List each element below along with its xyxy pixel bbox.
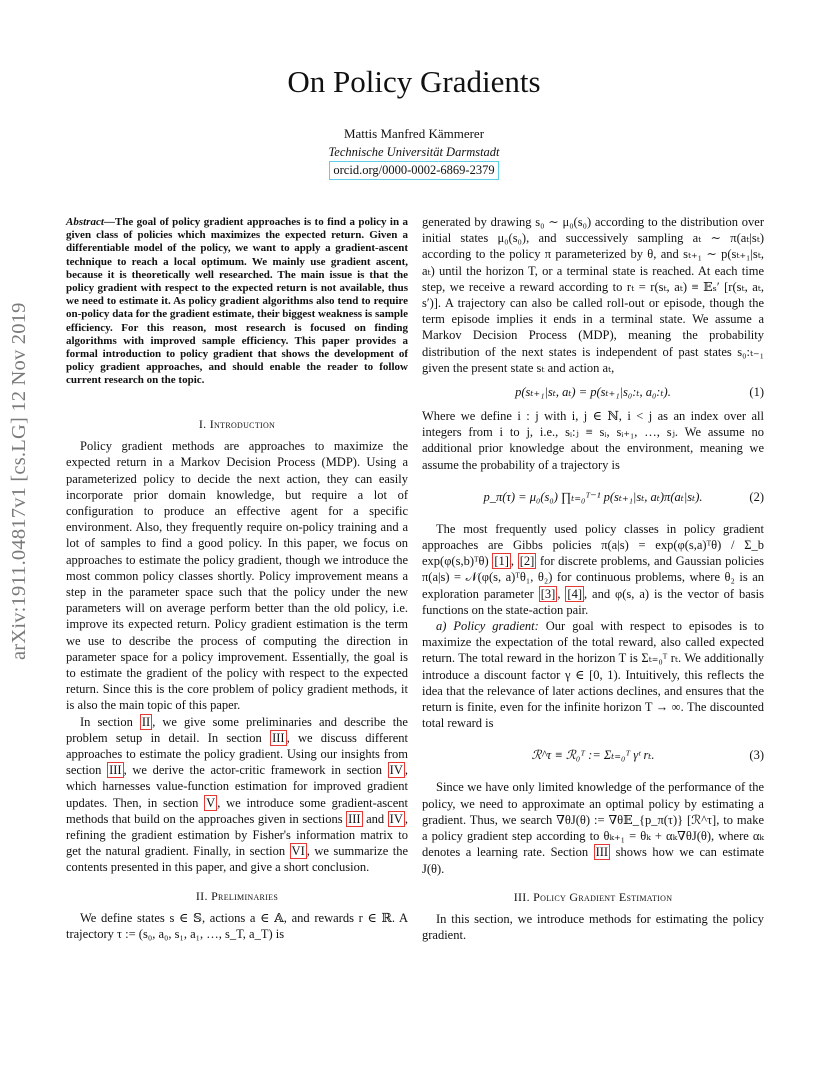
orcid-link[interactable]: orcid.org/0000-0002-6869-2379 xyxy=(329,161,498,180)
arxiv-stamp: arXiv:1911.04817v1 [cs.LG] 12 Nov 2019 xyxy=(8,302,30,660)
section-heading-policy-gradient-estimation: III. Policy Gradient Estimation xyxy=(513,889,673,904)
citation-4[interactable]: [4] xyxy=(567,586,582,601)
preliminaries-paragraph: We define states s ∈ 𝕊, actions a ∈ 𝔸, and rewards r ∈ ℝ. A trajectory τ := (s₀, a₀, s₁, a₁, …, s_T, a_T) is xyxy=(66,910,408,942)
intro-paragraph-2: In section II , we give some preliminaries and describe the problem setup in detail. In section III , we discuss different approaches to estimate the policy gradient. Using our insights from section III , we derive the actor-critic framework in section IV , which harnesses value-function estimation for improved gradient updates. Then, in section V , we introduce some gradient-ascent methods that build on the approaches given in sections III and IV , refining the gradient estimation by Fisher's information matrix to get the natural gradient. Finally, in section VI , we summarize the contents presented in this paper, and give a short conclusion. xyxy=(66,714,409,875)
section-heading-preliminaries: II. Preliminaries xyxy=(195,888,279,903)
left-column-body xyxy=(66,416,408,942)
equation-3-number: (3) xyxy=(749,748,764,763)
right-column-body xyxy=(422,214,764,943)
ref-section-iii[interactable]: III xyxy=(272,730,285,745)
equation-3-body: ℛ^τ ≡ ℛ₀ᵀ := Σₜ₌₀ᵀ γᵗ rₜ. xyxy=(531,748,655,763)
policy-gradient-paragraph: a) Policy gradient: Our goal with respect to episodes is to maximize the expectation of the total reward, also called expected return. The total reward in the horizon T is Σₜ₌₀ᵀ rₜ. We additionally introduce a discount factor γ ∈ [0, 1). Intuitively, this reflects the idea that the relevance of later actions declines, and ensures that the return is finite, even for the infinite horizon T → ∞. The discounted total reward is xyxy=(422,619,764,731)
gradient-estimation-paragraph: Since we have only limited knowledge of the performance of the policy, we need to approximate an optimal policy by estimating a gradient. Thus, we search ∇θJ(θ) := ∇θ𝔼_{p_π(τ)} [ℛ^τ], to make a policy gradient step according to θₖ₊₁ = θₖ + αₖ∇θJ(θ), where αₖ denotes a learning rate. Section III shows how we can estimate J(θ). xyxy=(422,780,764,876)
citation-3[interactable]: [3] xyxy=(540,586,556,601)
ref-section-ii[interactable]: II xyxy=(141,714,151,729)
ref-section-v[interactable]: V xyxy=(206,795,216,810)
trajectory-paragraph: generated by drawing s₀ ∼ μ₀(s₀) according to the distribution over initial states μ₀(s₀), and successively sampling aₜ ∼ π(aₜ|sₜ) according to the policy π parameterized by θ, and sₜ₊₁ ∼ p(sₜ₊₁|sₜ, aₜ) until the horizon T, or a terminal state is reached. At each time step, we receive a reward according to rₜ = r(sₜ, aₜ) ≡ 𝔼ₛ′ [r(sₜ, aₜ, s′)]. A trajectory can also be called roll-out or episode, though the term episode implies it ends in a terminal state. We assume a Markov Decision Process (MDP), meaning the probability distribution of the next states is independent of past states s₀:ₜ₋₁ given the present state sₜ and action aₜ, xyxy=(422,215,764,375)
equation-2-number: (2) xyxy=(749,489,764,504)
ref-section-iv[interactable]: IV xyxy=(389,811,403,826)
ref-section-iii[interactable]: III xyxy=(348,811,361,826)
policy-classes-paragraph: The most frequently used policy classes in policy gradient approaches are Gibbs policies π(a|s) = exp(φ(s,a)ᵀθ) / Σ_b exp(φ(s,b)ᵀθ) [1] , [2] for discrete problems, and Gaussian policies π(a|s) = 𝒩(φ(s, a)ᵀθ₁, θ₂) for continuous problems, where θ₂ is an exploration parameter [3] , [4] , and φ(s, a) is the vector of basis functions on the state-action pair. xyxy=(422,521,765,617)
ref-section-iii[interactable]: III xyxy=(595,845,609,860)
equation-1 xyxy=(422,380,764,404)
equation-2-body: p_π(τ) = μ₀(s₀) ∏ₜ₌₀ᵀ⁻¹ p(sₜ₊₁|sₜ, aₜ)π(aₜ|sₜ). xyxy=(483,489,703,504)
affiliation: Technische Universität Darmstadt xyxy=(328,145,500,159)
index-definition-paragraph: Where we define i : j with i, j ∈ ℕ, i < j as an index over all integers from i to j, i.e., sᵢ:ⱼ ≡ sᵢ, sᵢ₊₁, …, sⱼ. We assume no additional prior knowledge about the environment, meaning we assume the probability of a trajectory is xyxy=(422,409,764,472)
abstract xyxy=(66,216,408,388)
equation-1-body: p(sₜ₊₁|sₜ, aₜ) = p(sₜ₊₁|s₀:ₜ, a₀:ₜ). xyxy=(515,385,671,400)
paper-title: On Policy Gradients xyxy=(287,64,541,99)
equation-3 xyxy=(422,739,764,769)
ref-section-vi[interactable]: VI xyxy=(291,844,305,859)
subheading-policy-gradient: a) Policy gradient: xyxy=(436,619,539,634)
ref-section-iv[interactable]: IV xyxy=(389,763,403,778)
equation-2 xyxy=(422,481,764,511)
author-name: Mattis Manfred Kämmerer xyxy=(343,126,485,141)
abstract-label: Abstract xyxy=(66,216,104,228)
citation-1[interactable]: [1] xyxy=(494,554,509,569)
abstract-text: —The goal of policy gradient approaches is to find a policy in a given class of policies which maximizes the expected return. Given a differentiable model of the policy, we want to apply a gradient-ascent technique to reach a local optimum. We mainly use gradient ascent, because it is theoretically well researched. The main issue is that the policy gradient with respect to the expected return is not available, thus we need to estimate it. As policy gradient algorithms also tend to require on-policy data for the gradient estimate, their biggest weakness is sample efficiency. For this reason, most research is focused on finding algorithms with improved sample efficiency. This paper provides a formal introduction to policy gradient that shows the development of policy gradient approaches, and should enable the reader to follow current research on the topic. xyxy=(66,216,408,387)
citation-2[interactable]: [2] xyxy=(519,554,535,569)
ref-section-iii[interactable]: III xyxy=(109,763,122,778)
pge-paragraph: In this section, we introduce methods for estimating the policy gradient. xyxy=(422,911,764,943)
equation-1-number: (1) xyxy=(749,385,764,400)
section-heading-introduction: I. Introduction xyxy=(198,417,276,431)
orcid-wrap xyxy=(0,161,828,180)
intro-paragraph-1: Policy gradient methods are approaches to maximize the expected return in a Markov Decision Process (MDP). Using a parameterized policy to decide the next action, they can easily incorporate prior domain knowledge, but require a lot of configuration to produce an effective agent for a specific environment. Also, they frequently require on-policy training and a lot of samples to find a good policy. In this paper, we focus on approaches to estimate the policy gradient, though we introduce the most common policy classes shortly. Policy improvement means a step in the parameter space such that the policy under the new parameters will on average perform better than the old policy, i.e. improve its expected return. Policy gradient estimation is the term we use to describe the process of computing the direction in parameter space for a policy improvement. Essentially, the goal is to estimate the gradient of the policy with respect to the expected return. Since this is the core problem of policy gradient methods, it is also the main topic of this paper. xyxy=(66,439,408,713)
